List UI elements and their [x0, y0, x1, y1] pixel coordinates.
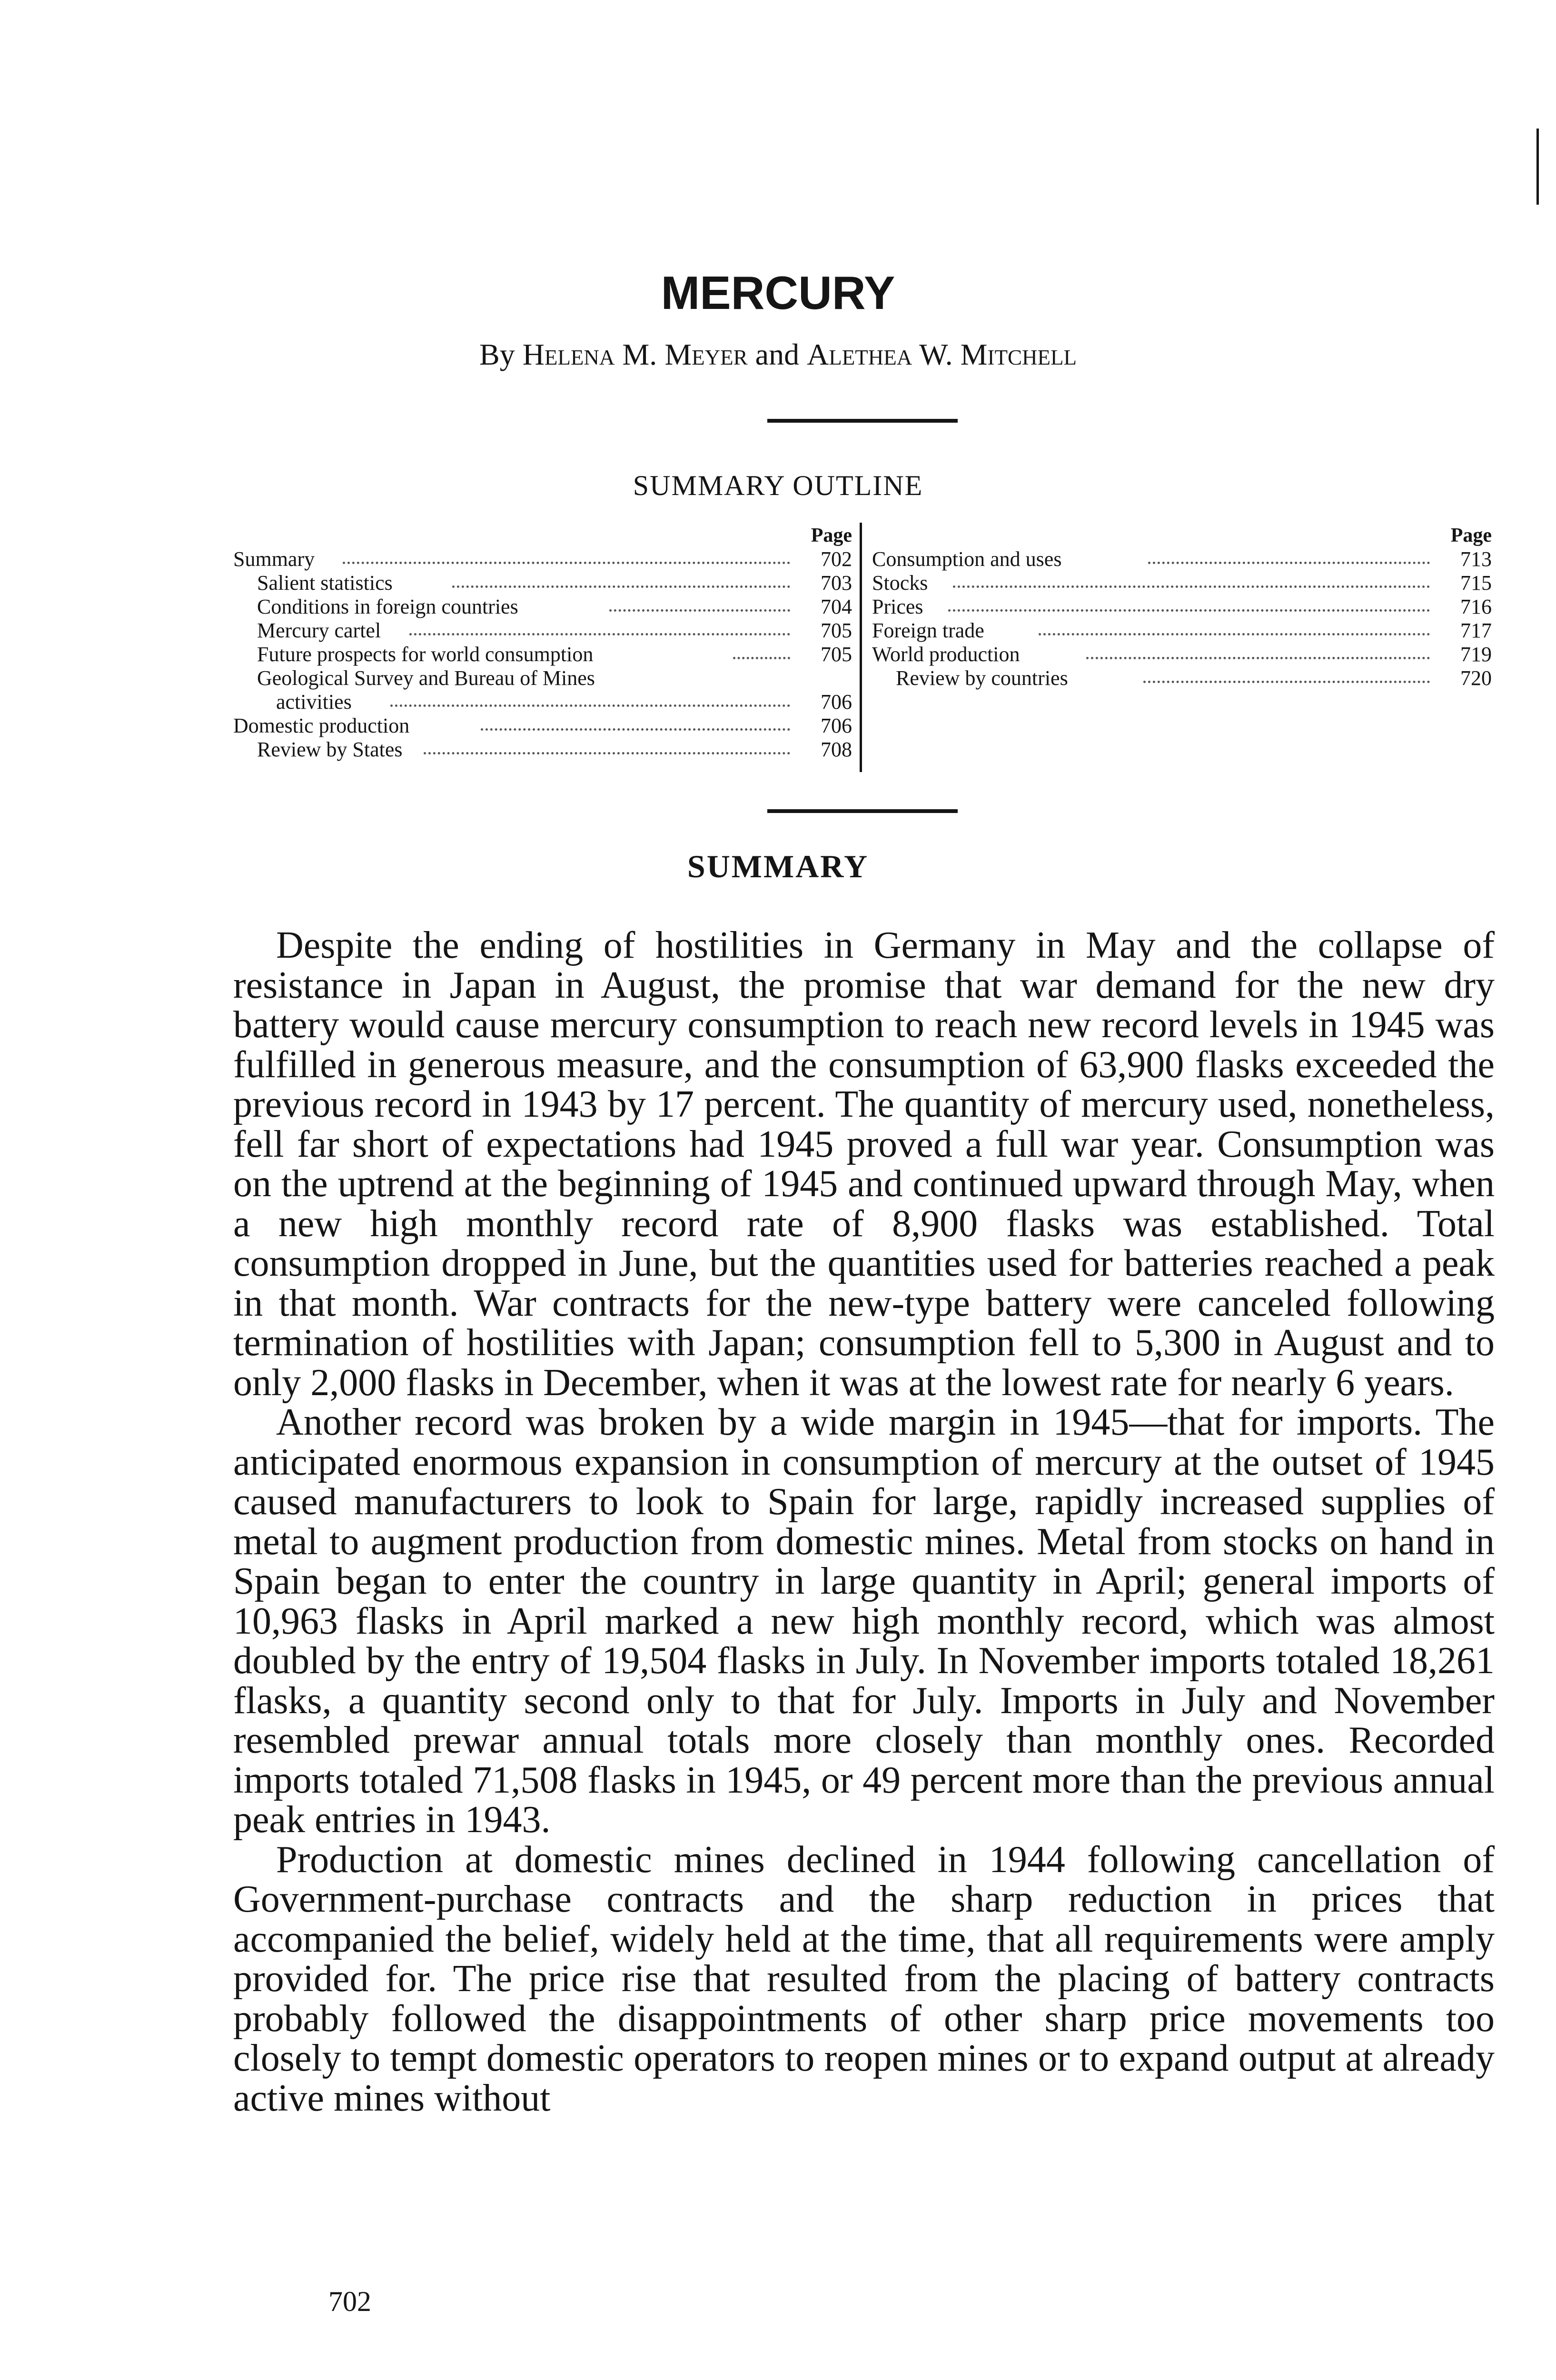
toc-entry-label: Domestic production — [233, 714, 410, 737]
toc-entry-label: Prices — [872, 595, 923, 618]
toc-entry[interactable] — [872, 619, 1492, 643]
body-text — [233, 926, 1495, 2118]
toc-entry[interactable] — [233, 714, 852, 738]
outline-title: SUMMARY OUTLINE — [633, 470, 923, 501]
toc-leader — [953, 585, 1430, 588]
toc-leader — [481, 728, 790, 731]
toc-entry-label: Foreign trade — [872, 619, 984, 642]
toc-entry-page: 706 — [821, 690, 852, 714]
toc-entry-page: 720 — [1460, 666, 1492, 690]
toc-entry-label: activities — [276, 690, 352, 714]
toc-entry-page: 702 — [821, 547, 852, 571]
toc-entry-label: Review by countries — [896, 666, 1068, 690]
toc-entry[interactable] — [233, 571, 852, 595]
margin-mark — [1536, 129, 1539, 205]
toc-entry-label: Salient statistics — [257, 571, 393, 595]
toc-entry[interactable] — [233, 643, 852, 666]
toc-leader — [1086, 657, 1430, 659]
section-heading-summary: SUMMARY — [687, 848, 869, 884]
author-1: Helena M. Meyer — [522, 337, 748, 371]
toc-entry[interactable] — [233, 547, 852, 571]
toc-entry-label: Review by States — [257, 738, 403, 761]
toc-entry-page: 705 — [821, 619, 852, 642]
rule-middle — [767, 809, 958, 813]
page-number: 702 — [328, 2286, 371, 2317]
toc-entry-page: 708 — [821, 738, 852, 761]
toc-entry[interactable] — [233, 738, 852, 762]
toc-entry-label: Stocks — [872, 571, 928, 595]
toc-entry[interactable] — [872, 643, 1492, 666]
author-2: Alethea W. Mitchell — [807, 337, 1077, 371]
toc-leader — [733, 657, 790, 659]
byline-by: By — [479, 337, 515, 371]
toc-leader — [1148, 562, 1430, 564]
toc-page-header: Page — [1450, 525, 1492, 546]
toc-entry[interactable] — [233, 666, 852, 690]
toc-entry[interactable] — [233, 619, 852, 643]
toc-leader — [390, 704, 790, 707]
toc-leader — [343, 562, 790, 564]
toc-entry-page: 703 — [821, 571, 852, 595]
toc-entry-label: Consumption and uses — [872, 547, 1062, 571]
toc-leader — [424, 752, 790, 754]
toc-entry-page: 717 — [1460, 619, 1492, 642]
page-title: MERCURY — [661, 267, 895, 319]
toc-entry-label: Summary — [233, 547, 315, 571]
byline — [0, 336, 1556, 374]
toc-leader — [609, 609, 790, 612]
toc-leader — [1143, 681, 1430, 683]
toc-entry-page: 715 — [1460, 571, 1492, 595]
toc-entry-page: 705 — [821, 643, 852, 666]
rule-top — [767, 419, 958, 423]
toc-entry[interactable] — [872, 666, 1492, 690]
toc-entry-page: 713 — [1460, 547, 1492, 571]
toc-entry-label: Mercury cartel — [257, 619, 381, 642]
toc-entry[interactable] — [872, 547, 1492, 571]
toc-entry[interactable] — [233, 595, 852, 619]
toc-entry-page: 716 — [1460, 595, 1492, 618]
toc-entry[interactable] — [233, 690, 852, 714]
toc-right-column — [872, 524, 1492, 690]
toc-entry-label: Conditions in foreign countries — [257, 595, 518, 618]
toc-page-header: Page — [811, 525, 852, 546]
paragraph: Despite the ending of hostilities in Germany in May and the collapse of resistance in Japan in August, the promise that war demand for the new dry battery would cause mercury consumption to reach new record levels in 1945 was fulfilled in generous measure, and the consumption of 63,900 flasks exceeded the previous record in 1943 by 17 percent. The quantity of mercury used, nonetheless, fell far short of expectations had 1945 proved a full war year. Consumption was on the uptrend at the beginning of 1945 and continued upward through May, when a new high monthly record rate of 8,900 flasks was established. Total consumption dropped in June, but the quantities used for batteries reached a peak in that month. War contracts for the new-type battery were canceled following termination of hostilities with Japan; consumption fell to 5,300 in August and to only 2,000 flasks in December, when it was at the lowest rate for nearly 6 years. — [233, 924, 1495, 1404]
toc-entry-label: Geological Survey and Bureau of Mines — [257, 666, 595, 690]
toc-leader — [452, 585, 790, 588]
toc-leader — [1039, 633, 1430, 635]
toc-entry-label: World production — [872, 643, 1020, 666]
toc-leader — [948, 609, 1430, 612]
toc-leader — [409, 633, 790, 635]
toc-left-column — [233, 524, 852, 771]
paragraph: Production at domestic mines declined in 1944 following cancellation of Government-purchase contracts and the sharp reduction in prices that accompanied the belief, widely held at the time, that all requirements were amply provided for. The price rise that resulted from the placing of battery contracts probably followed the disappointments of other sharp price movements too closely to tempt domestic operators to reopen mines or to expand output at already active mines without — [233, 1838, 1495, 2119]
toc-entry[interactable] — [872, 595, 1492, 619]
paragraph: Another record was broken by a wide margin in 1945—that for imports. The anticipated enormous expansion in consumption of mercury at the outset of 1945 caused manufacturers to look to Spain for large, rapidly increased supplies of metal to augment production from domestic mines. Metal from stocks on hand in Spain began to enter the country in large quantity in April; general imports of 10,963 flasks in April marked a new high monthly record, which was almost doubled by the entry of 19,504 flasks in July. In November imports totaled 18,261 flasks, a quantity second only to that for July. Imports in July and November resembled prewar annual totals more closely than monthly ones. Recorded imports totaled 71,508 flasks in 1945, or 49 percent more than the previous annual peak entries in 1943. — [233, 1401, 1495, 1841]
toc-entry[interactable] — [872, 571, 1492, 595]
toc-entry-label: Future prospects for world consumption — [257, 643, 594, 666]
toc-entry-page: 706 — [821, 714, 852, 737]
byline-conjunction: and — [755, 337, 800, 371]
toc-entry-page: 719 — [1460, 643, 1492, 666]
toc-divider — [860, 523, 862, 772]
toc-entry-page: 704 — [821, 595, 852, 618]
